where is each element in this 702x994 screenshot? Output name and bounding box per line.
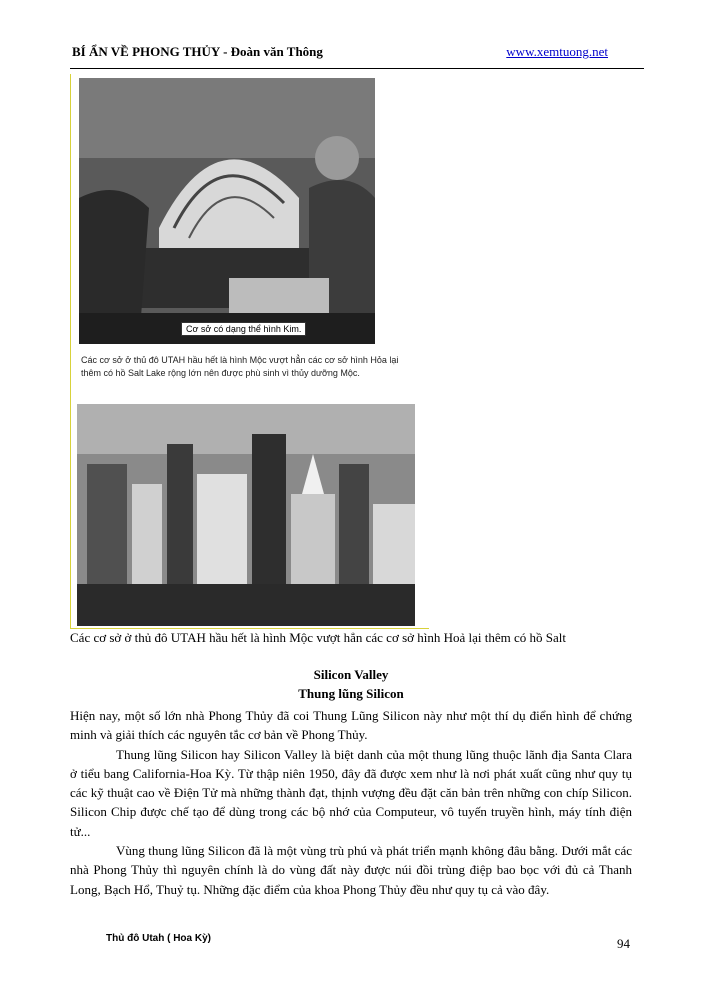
- caption-top-photo: Cơ sở có dạng thể hình Kim.: [181, 322, 306, 336]
- body-text: [70, 706, 632, 899]
- header-divider: [70, 68, 644, 69]
- header-title: BÍ ẨN VỀ PHONG THỦY - Đoàn văn Thông: [72, 44, 323, 59]
- paragraph-3: Vùng thung lũng Silicon đã là một vùng trù phú và phát triển mạnh không đâu bằng. Dưới mắt các nhà Phong Thủy thì nguyên chính là do vùng đất này được núi đồi trùng điệp bao bọc với đủ cả Thanh Long, Bạch Hổ, Thuỷ tụ. Những đặc điểm của khoa Phong Thủy đều như quy tụ cả vào đây.: [70, 843, 632, 897]
- section-subheading: Thung lũng Silicon: [298, 686, 404, 701]
- header-url-link[interactable]: www.xemtuong.net: [506, 44, 608, 59]
- figure-description: Các cơ sở ở thủ đô UTAH hầu hết là hình Mộc vượt hẳn các cơ sở hình Hỏa lại thêm có hồ Salt Lake rộng lớn nên được phù sinh vì thủy dưỡng Mộc.: [81, 355, 399, 378]
- caption-bottom-photo: Thủ đô Utah ( Hoa Kỳ): [103, 932, 214, 945]
- page-number: 94: [617, 936, 630, 951]
- section-heading: Silicon Valley: [313, 667, 389, 682]
- paragraph-1: Hiện nay, một số lớn nhà Phong Thủy đã coi Thung Lũng Silicon này như một thí dụ điển hình để chứng minh và giải thích các nguyên tắc cơ bản về Phong Thủy.: [70, 708, 632, 743]
- paragraph-2: Thung lũng Silicon hay Silicon Valley là biệt danh của một thung lũng thuộc lãnh địa Santa Clara ở tiểu bang California-Hoa Kỳ. Từ thập niên 1950, đây đã được xem như là nơi phát xuất cũng như quy tụ các kỹ thuật cao về Điện Tử mà những thành đạt, thịnh vượng đều đặt căn bản trên những con chíp Silicon. Silicon Chip được chế tạo để dùng trong các bộ nhớ của Computeur, vô tuyến truyền hình, máy tính điện tử...: [70, 746, 632, 839]
- photo-dome-building: [79, 78, 375, 344]
- figure-caption: Các cơ sở ở thủ đô UTAH hầu hết là hình Mộc vượt hẳn các cơ sở hình Hoả lại thêm có hồ Salt: [70, 630, 567, 645]
- page-header: [72, 44, 644, 68]
